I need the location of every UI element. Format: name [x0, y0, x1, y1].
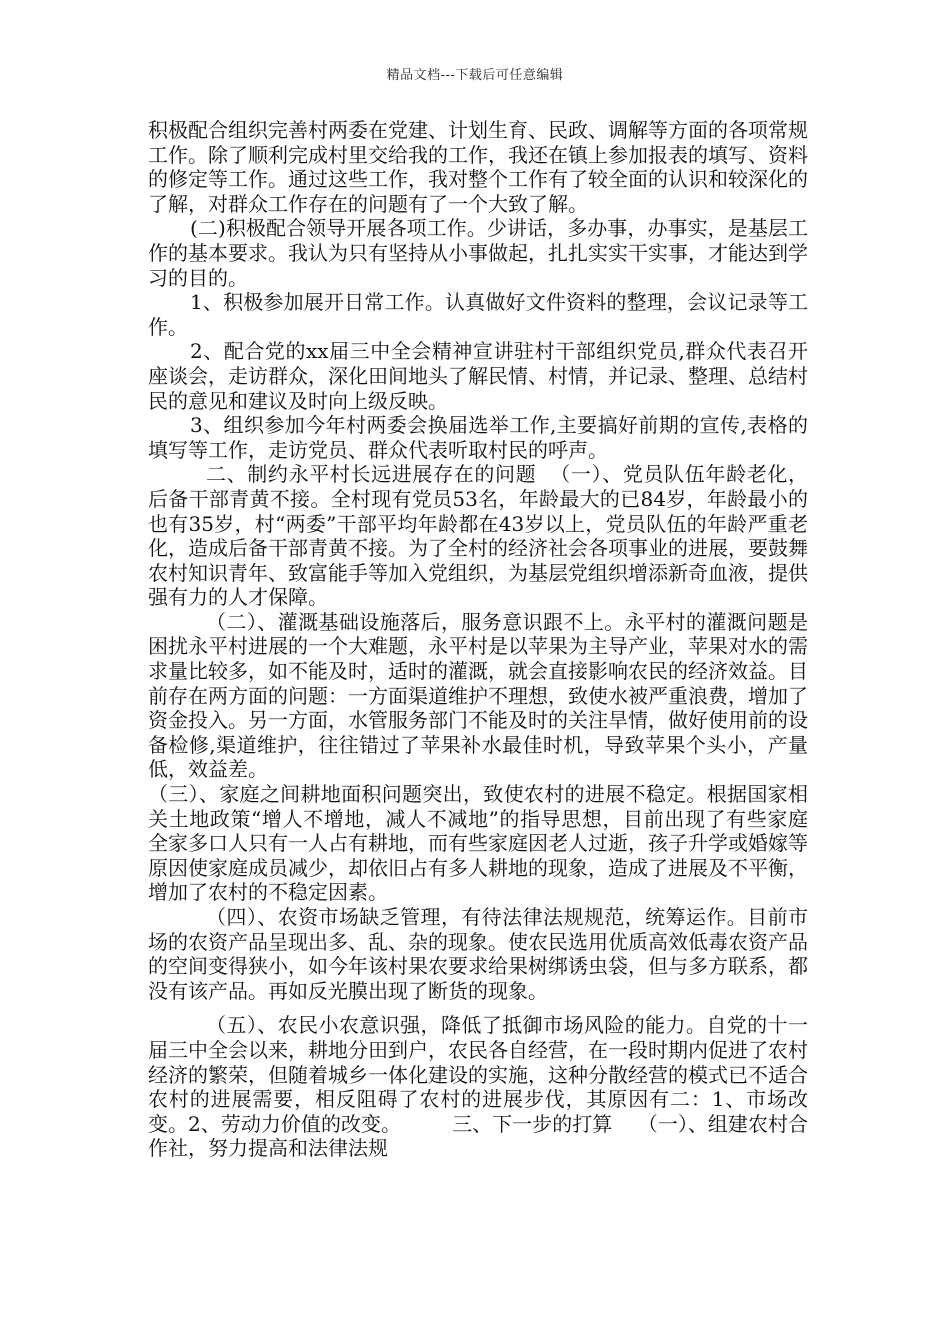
- paragraph-6: 二、制约永平村长远进展存在的问题 （一）、党员队伍年龄老化，后备干部青黄不接。全村现有党员53名，年龄最大的已84岁，年龄最小的也有35岁，村“两委”干部平均年龄都在43岁以上，党员队伍的年龄严重老化，造成后备干部青黄不接。为了全村的经济社会各项事业的进展，要鼓舞农村知识青年、致富能手等加入党组织，为基层党组织增添新奇血液，提供强有力的人才保障。: [148, 462, 808, 610]
- page-header-watermark: 精品文档---下载后可任意编辑: [386, 68, 564, 83]
- document-body: [148, 118, 808, 1161]
- paragraph-10: （五）、农民小农意识强，降低了抵御市场风险的能力。自党的十一届三中全会以来，耕地分田到户，农民各自经营，在一段时期内促进了农村经济的繁荣，但随着城乡一体化建设的实施，这种分散经营的模式已不适合农村的进展需要，相反阻碍了农村的进展步伐，其原因有二：1、市场改变。2、劳动力价值的改变。 三、下一步的打算 （一）、组建农村合作社，努力提高和法律法规: [148, 1013, 808, 1161]
- paragraph-3: 1、积极参加展开日常工作。认真做好文件资料的整理，会议记录等工作。: [148, 290, 808, 339]
- paragraph-9: （四）、农资市场缺乏管理，有待法律法规规范，统筹运作。目前市场的农资产品呈现出多、乱、杂的现象。使农民选用优质高效低毒农资产品的空间变得狭小，如今年该村果农要求给果树绑诱虫袋，但与多方联系，都没有该产品。再如反光膜出现了断货的现象。: [148, 905, 808, 1003]
- paragraph-7: （二）、灌溉基础设施落后，服务意识跟不上。永平村的灌溉问题是困扰永平村进展的一个大难题，永平村是以苹果为主导产业，苹果对水的需求量比较多，如不能及时，适时的灌溉，就会直接影响农民的经济效益。目前存在两方面的问题：一方面渠道维护不理想，致使水被严重浪费，增加了资金投入。另一方面，水管服务部门不能及时的关注旱情，做好使用前的设备检修,渠道维护，往往错过了苹果补水最佳时机，导致苹果个头小，产量低，效益差。: [148, 609, 808, 782]
- paragraph-2: (二)积极配合领导开展各项工作。少讲话，多办事，办事实，是基层工作的基本要求。我认为只有坚持从小事做起，扎扎实实干实事，才能达到学习的目的。: [148, 216, 808, 290]
- paragraph-4: 2、配合党的xx届三中全会精神宣讲驻村干部组织党员,群众代表召开座谈会，走访群众，深化田间地头了解民情、村情，并记录、整理、总结村民的意见和建议及时向上级反映。: [148, 339, 808, 413]
- paragraph-1: 积极配合组织完善村两委在党建、计划生育、民政、调解等方面的各项常规工作。除了顺利完成村里交给我的工作，我还在镇上参加报表的填写、资料的修定等工作。通过这些工作，我对整个工作有了较全面的认识和较深化的了解，对群众工作存在的问题有了一个大致了解。: [148, 118, 808, 216]
- paragraph-8: （三）、家庭之间耕地面积问题突出，致使农村的进展不稳定。根据国家相关土地政策“增人不增地，减人不减地”的指导思想，目前出现了有些家庭全家多口人只有一人占有耕地，而有些家庭因老人过逝，孩子升学或婚嫁等原因使家庭成员减少，却依旧占有多人耕地的现象，造成了进展及不平衡，增加了农村的不稳定因素。: [148, 782, 808, 905]
- paragraph-5: 3、组织参加今年村两委会换届选举工作,主要搞好前期的宣传,表格的填写等工作，走访党员、群众代表听取村民的呼声。: [148, 413, 808, 462]
